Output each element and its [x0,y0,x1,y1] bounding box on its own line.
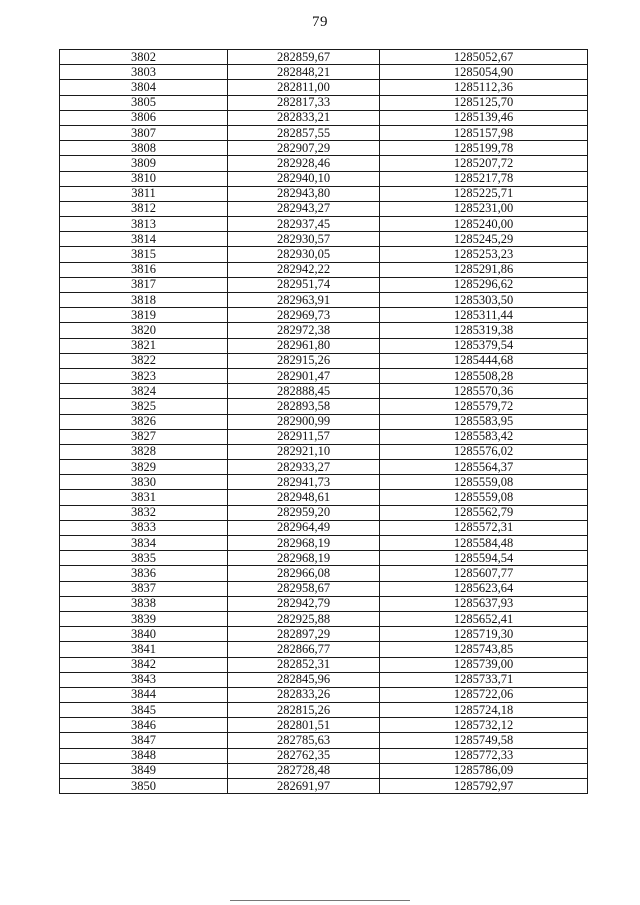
point-number-cell: 3828 [60,444,228,459]
point-number-cell: 3850 [60,779,228,794]
point-number-cell: 3814 [60,232,228,247]
y-coordinate-cell: 1285054,90 [380,65,588,80]
table-row [60,156,588,171]
table-row [60,733,588,748]
table-row [60,232,588,247]
table-row [60,460,588,475]
y-coordinate-cell: 1285139,46 [380,110,588,125]
point-number-cell: 3849 [60,763,228,778]
x-coordinate-cell: 282900,99 [228,414,380,429]
page-number: 79 [312,14,328,30]
y-coordinate-cell: 1285792,97 [380,779,588,794]
y-coordinate-cell: 1285559,08 [380,475,588,490]
point-number-cell: 3809 [60,156,228,171]
point-number-cell: 3840 [60,627,228,642]
x-coordinate-cell: 282811,00 [228,80,380,95]
point-number-cell: 3824 [60,384,228,399]
table-row [60,596,588,611]
table-row [60,368,588,383]
y-coordinate-cell: 1285296,62 [380,277,588,292]
point-number-cell: 3803 [60,65,228,80]
point-number-cell: 3844 [60,687,228,702]
point-number-cell: 3827 [60,429,228,444]
x-coordinate-cell: 282933,27 [228,460,380,475]
y-coordinate-cell: 1285749,58 [380,733,588,748]
table-row [60,110,588,125]
y-coordinate-cell: 1285311,44 [380,308,588,323]
point-number-cell: 3848 [60,748,228,763]
y-coordinate-cell: 1285637,93 [380,596,588,611]
table-row [60,551,588,566]
x-coordinate-cell: 282943,27 [228,201,380,216]
y-coordinate-cell: 1285291,86 [380,262,588,277]
y-coordinate-cell: 1285786,09 [380,763,588,778]
x-coordinate-cell: 282762,35 [228,748,380,763]
x-coordinate-cell: 282866,77 [228,642,380,657]
table-row [60,748,588,763]
point-number-cell: 3842 [60,657,228,672]
point-number-cell: 3843 [60,672,228,687]
point-number-cell: 3845 [60,703,228,718]
table-row [60,581,588,596]
table-row [60,490,588,505]
y-coordinate-cell: 1285125,70 [380,95,588,110]
table-row [60,80,588,95]
x-coordinate-cell: 282845,96 [228,672,380,687]
point-number-cell: 3834 [60,536,228,551]
scan-artifact-line [230,900,410,901]
y-coordinate-cell: 1285444,68 [380,353,588,368]
y-coordinate-cell: 1285157,98 [380,125,588,140]
x-coordinate-cell: 282893,58 [228,399,380,414]
y-coordinate-cell: 1285564,37 [380,460,588,475]
table-row [60,429,588,444]
x-coordinate-cell: 282942,79 [228,596,380,611]
y-coordinate-cell: 1285559,08 [380,490,588,505]
x-coordinate-cell: 282958,67 [228,581,380,596]
x-coordinate-cell: 282942,22 [228,262,380,277]
point-number-cell: 3838 [60,596,228,611]
table-row [60,323,588,338]
point-number-cell: 3835 [60,551,228,566]
table-row [60,141,588,156]
x-coordinate-cell: 282930,57 [228,232,380,247]
point-number-cell: 3825 [60,399,228,414]
table-row [60,414,588,429]
table-body [60,50,588,794]
point-number-cell: 3816 [60,262,228,277]
point-number-cell: 3839 [60,611,228,626]
table-row [60,186,588,201]
x-coordinate-cell: 282691,97 [228,779,380,794]
point-number-cell: 3811 [60,186,228,201]
x-coordinate-cell: 282888,45 [228,384,380,399]
x-coordinate-cell: 282785,63 [228,733,380,748]
table-row [60,703,588,718]
point-number-cell: 3805 [60,95,228,110]
table-row [60,338,588,353]
table-row [60,520,588,535]
table-row [60,65,588,80]
x-coordinate-cell: 282937,45 [228,217,380,232]
x-coordinate-cell: 282833,21 [228,110,380,125]
x-coordinate-cell: 282915,26 [228,353,380,368]
y-coordinate-cell: 1285052,67 [380,50,588,65]
point-number-cell: 3817 [60,277,228,292]
y-coordinate-cell: 1285724,18 [380,703,588,718]
point-number-cell: 3837 [60,581,228,596]
x-coordinate-cell: 282907,29 [228,141,380,156]
point-number-cell: 3823 [60,368,228,383]
y-coordinate-cell: 1285652,41 [380,611,588,626]
y-coordinate-cell: 1285508,28 [380,368,588,383]
point-number-cell: 3821 [60,338,228,353]
y-coordinate-cell: 1285583,95 [380,414,588,429]
point-number-cell: 3802 [60,50,228,65]
point-number-cell: 3804 [60,80,228,95]
y-coordinate-cell: 1285607,77 [380,566,588,581]
y-coordinate-cell: 1285739,00 [380,657,588,672]
x-coordinate-cell: 282815,26 [228,703,380,718]
y-coordinate-cell: 1285240,00 [380,217,588,232]
y-coordinate-cell: 1285253,23 [380,247,588,262]
table-row [60,247,588,262]
point-number-cell: 3807 [60,125,228,140]
x-coordinate-cell: 282969,73 [228,308,380,323]
y-coordinate-cell: 1285732,12 [380,718,588,733]
table-row [60,475,588,490]
x-coordinate-cell: 282943,80 [228,186,380,201]
y-coordinate-cell: 1285303,50 [380,293,588,308]
table-row [60,50,588,65]
y-coordinate-cell: 1285319,38 [380,323,588,338]
point-number-cell: 3841 [60,642,228,657]
table-row [60,642,588,657]
y-coordinate-cell: 1285217,78 [380,171,588,186]
x-coordinate-cell: 282930,05 [228,247,380,262]
point-number-cell: 3812 [60,201,228,216]
y-coordinate-cell: 1285231,00 [380,201,588,216]
x-coordinate-cell: 282948,61 [228,490,380,505]
point-number-cell: 3847 [60,733,228,748]
table-row [60,201,588,216]
table-row [60,399,588,414]
point-number-cell: 3808 [60,141,228,156]
point-number-cell: 3806 [60,110,228,125]
x-coordinate-cell: 282852,31 [228,657,380,672]
x-coordinate-cell: 282859,67 [228,50,380,65]
point-number-cell: 3820 [60,323,228,338]
table-row [60,293,588,308]
y-coordinate-cell: 1285579,72 [380,399,588,414]
point-number-cell: 3830 [60,475,228,490]
x-coordinate-cell: 282817,33 [228,95,380,110]
point-number-cell: 3832 [60,505,228,520]
y-coordinate-cell: 1285245,29 [380,232,588,247]
table-row [60,611,588,626]
y-coordinate-cell: 1285743,85 [380,642,588,657]
x-coordinate-cell: 282921,10 [228,444,380,459]
table-row [60,171,588,186]
table-row [60,672,588,687]
table-row [60,763,588,778]
y-coordinate-cell: 1285584,48 [380,536,588,551]
y-coordinate-cell: 1285733,71 [380,672,588,687]
y-coordinate-cell: 1285225,71 [380,186,588,201]
table-row [60,627,588,642]
y-coordinate-cell: 1285199,78 [380,141,588,156]
table-row [60,444,588,459]
y-coordinate-cell: 1285719,30 [380,627,588,642]
y-coordinate-cell: 1285576,02 [380,444,588,459]
table-row [60,566,588,581]
point-number-cell: 3846 [60,718,228,733]
x-coordinate-cell: 282833,26 [228,687,380,702]
table-row [60,308,588,323]
x-coordinate-cell: 282925,88 [228,611,380,626]
point-number-cell: 3818 [60,293,228,308]
y-coordinate-cell: 1285583,42 [380,429,588,444]
y-coordinate-cell: 1285594,54 [380,551,588,566]
y-coordinate-cell: 1285772,33 [380,748,588,763]
point-number-cell: 3815 [60,247,228,262]
y-coordinate-cell: 1285379,54 [380,338,588,353]
table-row [60,657,588,672]
point-number-cell: 3826 [60,414,228,429]
y-coordinate-cell: 1285572,31 [380,520,588,535]
point-number-cell: 3829 [60,460,228,475]
table-row [60,384,588,399]
x-coordinate-cell: 282801,51 [228,718,380,733]
x-coordinate-cell: 282728,48 [228,763,380,778]
x-coordinate-cell: 282941,73 [228,475,380,490]
x-coordinate-cell: 282961,80 [228,338,380,353]
x-coordinate-cell: 282940,10 [228,171,380,186]
table-row [60,125,588,140]
y-coordinate-cell: 1285722,06 [380,687,588,702]
x-coordinate-cell: 282848,21 [228,65,380,80]
point-number-cell: 3810 [60,171,228,186]
x-coordinate-cell: 282972,38 [228,323,380,338]
table-row [60,536,588,551]
table-row [60,687,588,702]
x-coordinate-cell: 282911,57 [228,429,380,444]
table-row [60,277,588,292]
x-coordinate-cell: 282857,55 [228,125,380,140]
y-coordinate-cell: 1285623,64 [380,581,588,596]
y-coordinate-cell: 1285570,36 [380,384,588,399]
x-coordinate-cell: 282951,74 [228,277,380,292]
coordinates-table-container [59,49,587,794]
y-coordinate-cell: 1285207,72 [380,156,588,171]
table-row [60,262,588,277]
x-coordinate-cell: 282968,19 [228,551,380,566]
point-number-cell: 3819 [60,308,228,323]
point-number-cell: 3831 [60,490,228,505]
x-coordinate-cell: 282928,46 [228,156,380,171]
y-coordinate-cell: 1285112,36 [380,80,588,95]
x-coordinate-cell: 282959,20 [228,505,380,520]
table-row [60,95,588,110]
table-row [60,779,588,794]
table-row [60,353,588,368]
table-row [60,505,588,520]
table-row [60,718,588,733]
x-coordinate-cell: 282966,08 [228,566,380,581]
point-number-cell: 3836 [60,566,228,581]
x-coordinate-cell: 282968,19 [228,536,380,551]
point-number-cell: 3833 [60,520,228,535]
point-number-cell: 3822 [60,353,228,368]
coordinates-table [59,49,588,794]
x-coordinate-cell: 282963,91 [228,293,380,308]
point-number-cell: 3813 [60,217,228,232]
x-coordinate-cell: 282897,29 [228,627,380,642]
x-coordinate-cell: 282901,47 [228,368,380,383]
table-row [60,217,588,232]
x-coordinate-cell: 282964,49 [228,520,380,535]
y-coordinate-cell: 1285562,79 [380,505,588,520]
